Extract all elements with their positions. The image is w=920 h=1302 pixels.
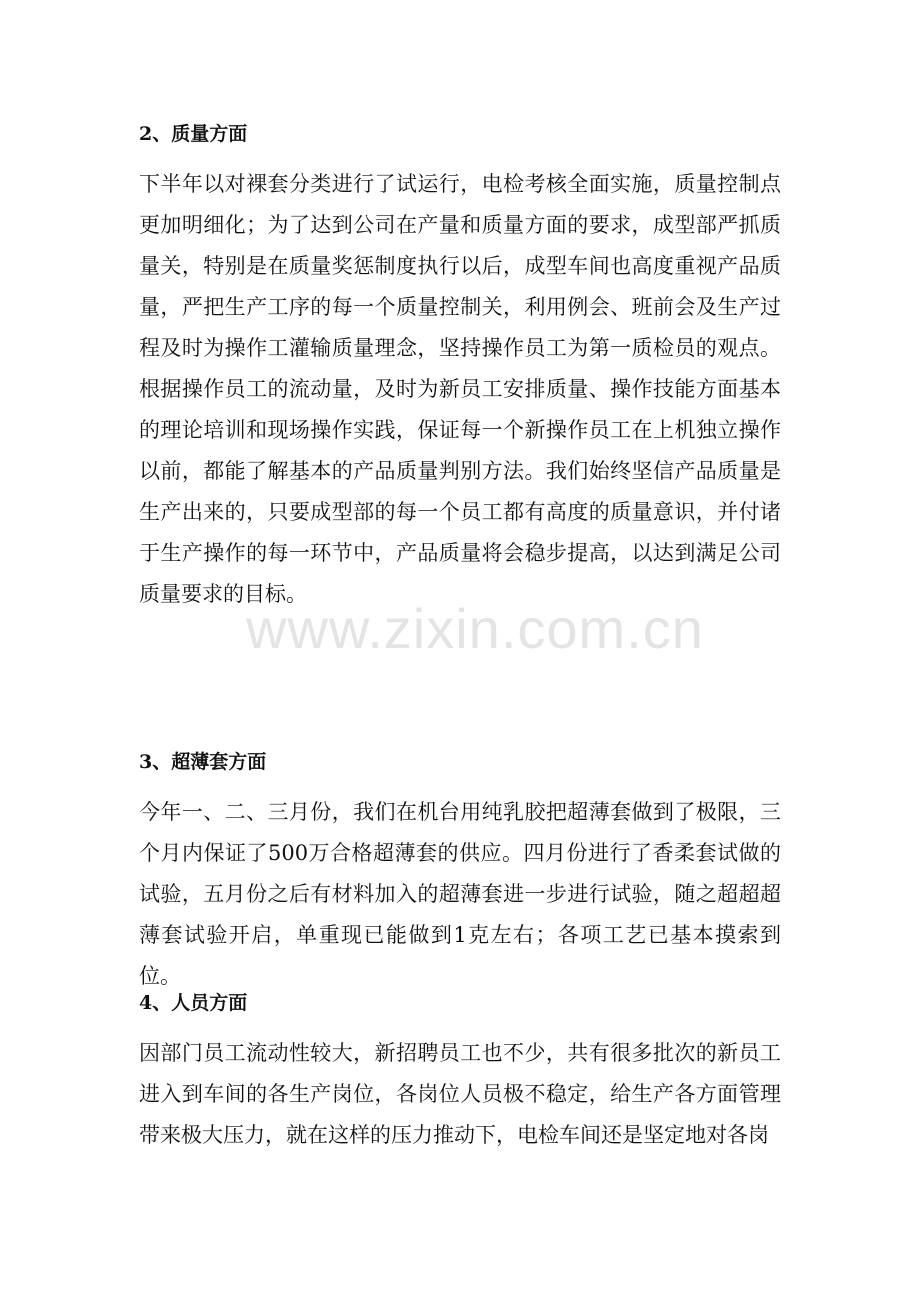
section-body-ultrathin: 今年一、二、三月份，我们在机台用纯乳胶把超薄套做到了极限，三个月内保证了500万合格超薄套的供应。四月份进行了香柔套试做的试验，五月份之后有材料加入的超薄套进一步进行试验，随之超超超薄套试验开启，单重现已能做到1克左右；各项工艺已基本摸索到位。 (139, 800, 781, 988)
section-heading-personnel: 4、人员方面 (139, 992, 248, 1014)
watermark: www.zixin.com.cn (246, 597, 704, 660)
section-heading-ultrathin: 3、超薄套方面 (139, 751, 267, 773)
section-heading-quality: 2、质量方面 (139, 123, 248, 145)
section-body-quality: 下半年以对裸套分类进行了试运行，电检考核全面实施，质量控制点更加明细化；为了达到公司在产量和质量方面的要求，成型部严抓质量关，特别是在质量奖惩制度执行以后，成型车间也高度重视产品质量，严把生产工序的每一个质量控制关，利用例会、班前会及生产过程及时为操作工灌输质量理念，坚持操作员工为第一质检员的观点。根据操作员工的流动量，及时为新员工安排质量、操作技能方面基本的理论培训和现场操作实践，保证每一个新操作员工在上机独立操作以前，都能了解基本的产品质量判别方法。我们始终坚信产品质量是生产出来的，只要成型部的每一个员工都有高度的质量意识，并付诸于生产操作的每一环节中，产品质量将会稳步提高，以达到满足公司质量要求的目标。 (139, 172, 781, 606)
section-body-personnel: 因部门员工流动性较大，新招聘员工也不少，共有很多批次的新员工进入到车间的各生产岗位，各岗位人员极不稳定，给生产各方面管理带来极大压力，就在这样的压力推动下，电检车间还是坚定地对各岗 (139, 1041, 781, 1147)
